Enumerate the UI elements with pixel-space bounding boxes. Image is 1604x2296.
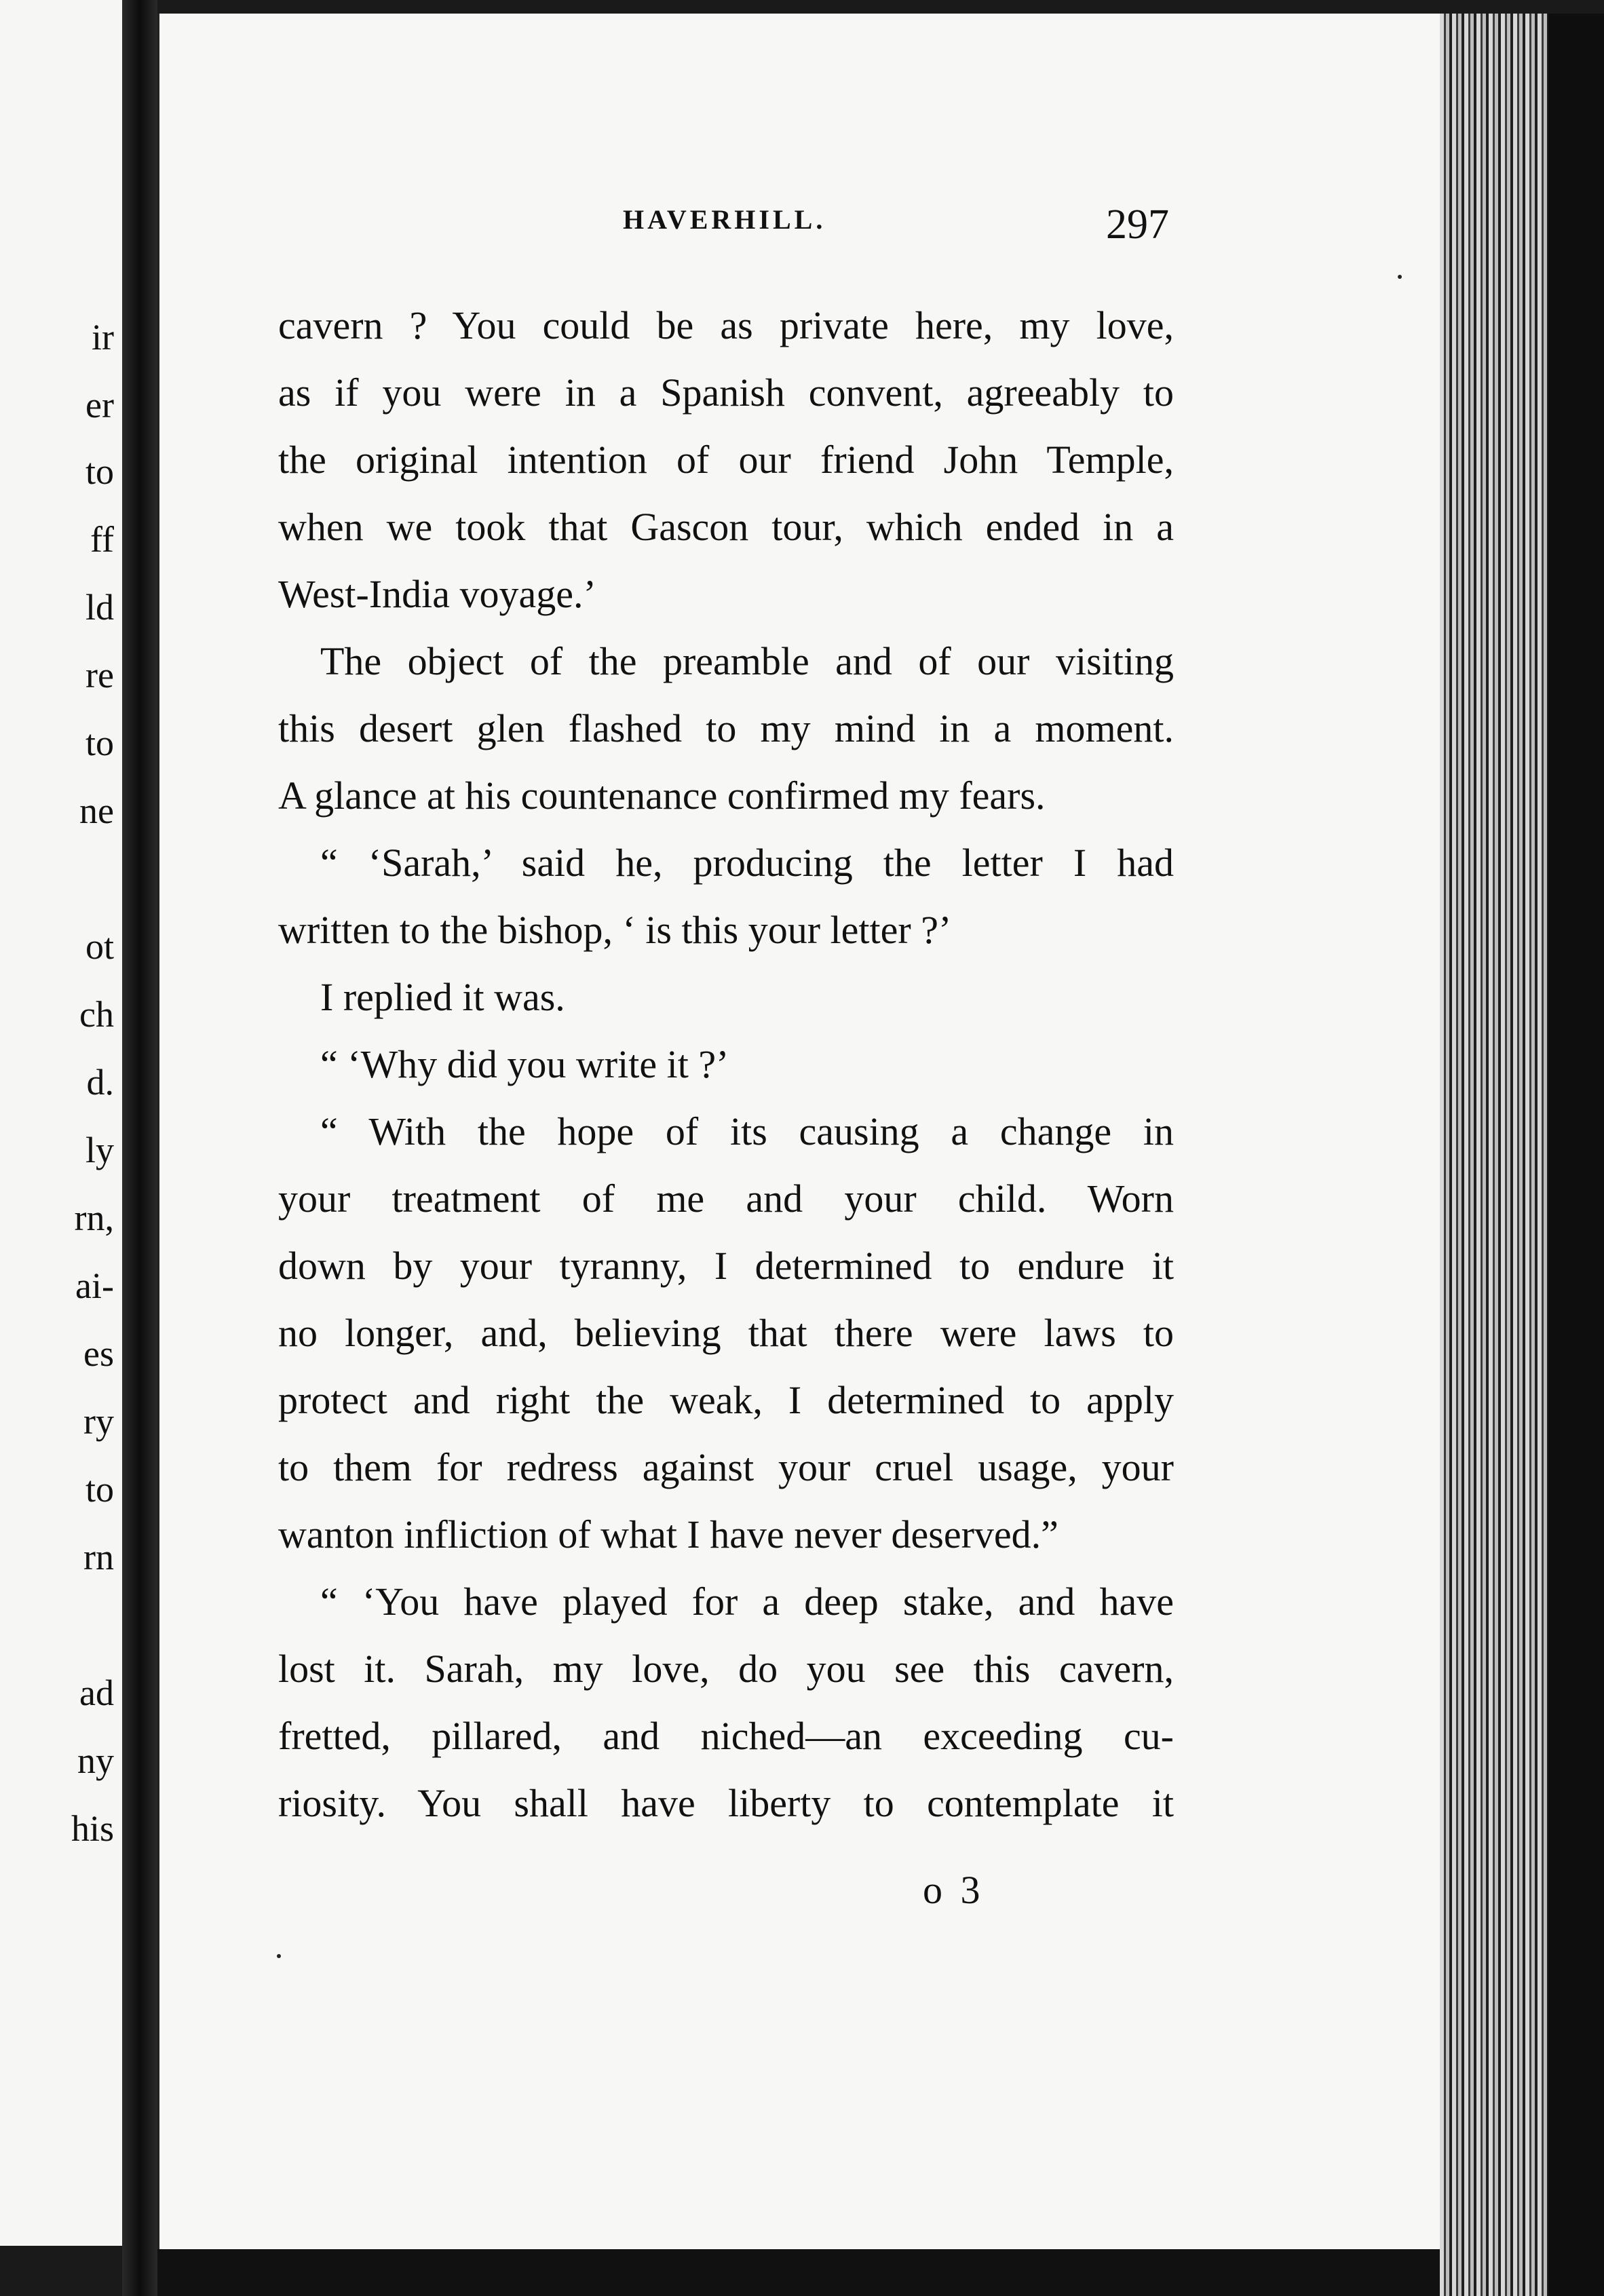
left-page-fragment: ai- [75, 1265, 114, 1306]
text-line-content: when we took that Gascon tour, which ended in a [278, 505, 1174, 549]
text-line-content: lost it. Sarah, my love, do you see this cavern, [278, 1647, 1174, 1691]
text-line-content: I replied it was. [320, 975, 565, 1019]
book-gutter [122, 0, 157, 2296]
text-line [278, 292, 1174, 359]
bottom-shadow [157, 2249, 1440, 2296]
left-page-fragment: ot [85, 926, 114, 967]
previous-page-edge [0, 0, 122, 2246]
page-number: 297 [1106, 202, 1169, 248]
text-line [278, 1702, 1174, 1769]
left-page-fragment: ly [85, 1130, 114, 1170]
left-page-fragment: er [85, 385, 114, 425]
running-head: HAVERHILL. [623, 204, 826, 235]
signature-mark: o 3 [923, 1868, 985, 1912]
left-page-fragment: ry [83, 1401, 114, 1442]
text-line-content: protect and right the weak, I determined to apply [278, 1378, 1174, 1422]
text-line-content: as if you were in a Spanish convent, agreeably to [278, 370, 1174, 415]
left-page-fragment: ad [79, 1672, 114, 1713]
left-page-fragment: rn [83, 1537, 114, 1577]
text-line-content: “ With the hope of its causing a change in [320, 1109, 1174, 1153]
text-line [278, 628, 1174, 695]
text-line [278, 963, 1174, 1031]
text-line-content: fretted, pillared, and niched—an exceeding cu- [278, 1714, 1174, 1758]
left-page-fragment: es [83, 1333, 114, 1374]
text-line-content: down by your tyranny, I determined to endure it [278, 1244, 1174, 1288]
text-line-content: riosity. You shall have liberty to contemplate it [278, 1781, 1174, 1825]
text-line [278, 1366, 1174, 1434]
text-line-content: wanton infliction of what I have never deserved.” [278, 1512, 1058, 1556]
text-line [278, 560, 1174, 628]
text-line-content: A glance at his countenance confirmed my fears. [278, 773, 1046, 818]
text-line [278, 1098, 1174, 1165]
text-line-content: written to the bishop, ‘ is this your letter ?’ [278, 908, 952, 952]
text-line [278, 359, 1174, 426]
text-line [278, 426, 1174, 493]
page-edges [1440, 14, 1604, 2296]
left-page-fragment: d. [86, 1062, 114, 1103]
text-line [278, 695, 1174, 762]
left-page-fragment: ff [90, 519, 114, 560]
text-line [278, 1031, 1174, 1098]
ink-speck [1398, 275, 1402, 279]
text-line [278, 1232, 1174, 1299]
ink-speck [277, 1954, 281, 1958]
left-page-fragment: his [71, 1808, 114, 1849]
text-line-content: your treatment of me and your child. Worn [278, 1176, 1174, 1221]
left-page-fragment: ir [92, 317, 114, 358]
body-text [278, 292, 1174, 1837]
left-page-fragment: ch [79, 994, 114, 1035]
text-line-content: no longer, and, believing that there were laws to [278, 1311, 1174, 1355]
text-line [278, 896, 1174, 963]
text-line [278, 1501, 1174, 1568]
left-page-fragment: re [85, 655, 114, 695]
left-page-fragment: to [85, 723, 114, 763]
left-page-fragment: to [85, 1469, 114, 1510]
text-line-content: West-India voyage.’ [278, 572, 596, 616]
left-page-fragment: rn, [74, 1198, 114, 1238]
text-line [278, 493, 1174, 560]
left-page-fragment: ny [77, 1740, 114, 1781]
text-line-content: “ ‘Sarah,’ said he, producing the letter I had [320, 841, 1174, 885]
text-line-content: The object of the preamble and of our visiting [320, 639, 1174, 683]
text-line [278, 762, 1174, 829]
text-line-content: “ ‘You have played for a deep stake, and have [320, 1580, 1174, 1624]
text-line [278, 1165, 1174, 1232]
text-line-content: to them for redress against your cruel usage, your [278, 1445, 1174, 1489]
text-line-content: this desert glen flashed to my mind in a moment. [278, 706, 1174, 750]
text-line [278, 1769, 1174, 1837]
text-line [278, 1299, 1174, 1366]
text-line-content: cavern ? You could be as private here, my love, [278, 303, 1174, 347]
text-line [278, 829, 1174, 896]
text-line [278, 1434, 1174, 1501]
text-line [278, 1635, 1174, 1702]
left-page-fragment: to [85, 451, 114, 492]
text-line [278, 1568, 1174, 1635]
text-line-content: the original intention of our friend John Temple, [278, 438, 1174, 482]
left-page-fragment: ld [85, 587, 114, 628]
text-line-content: “ ‘Why did you write it ?’ [320, 1042, 729, 1086]
left-page-fragment: ne [79, 790, 114, 831]
